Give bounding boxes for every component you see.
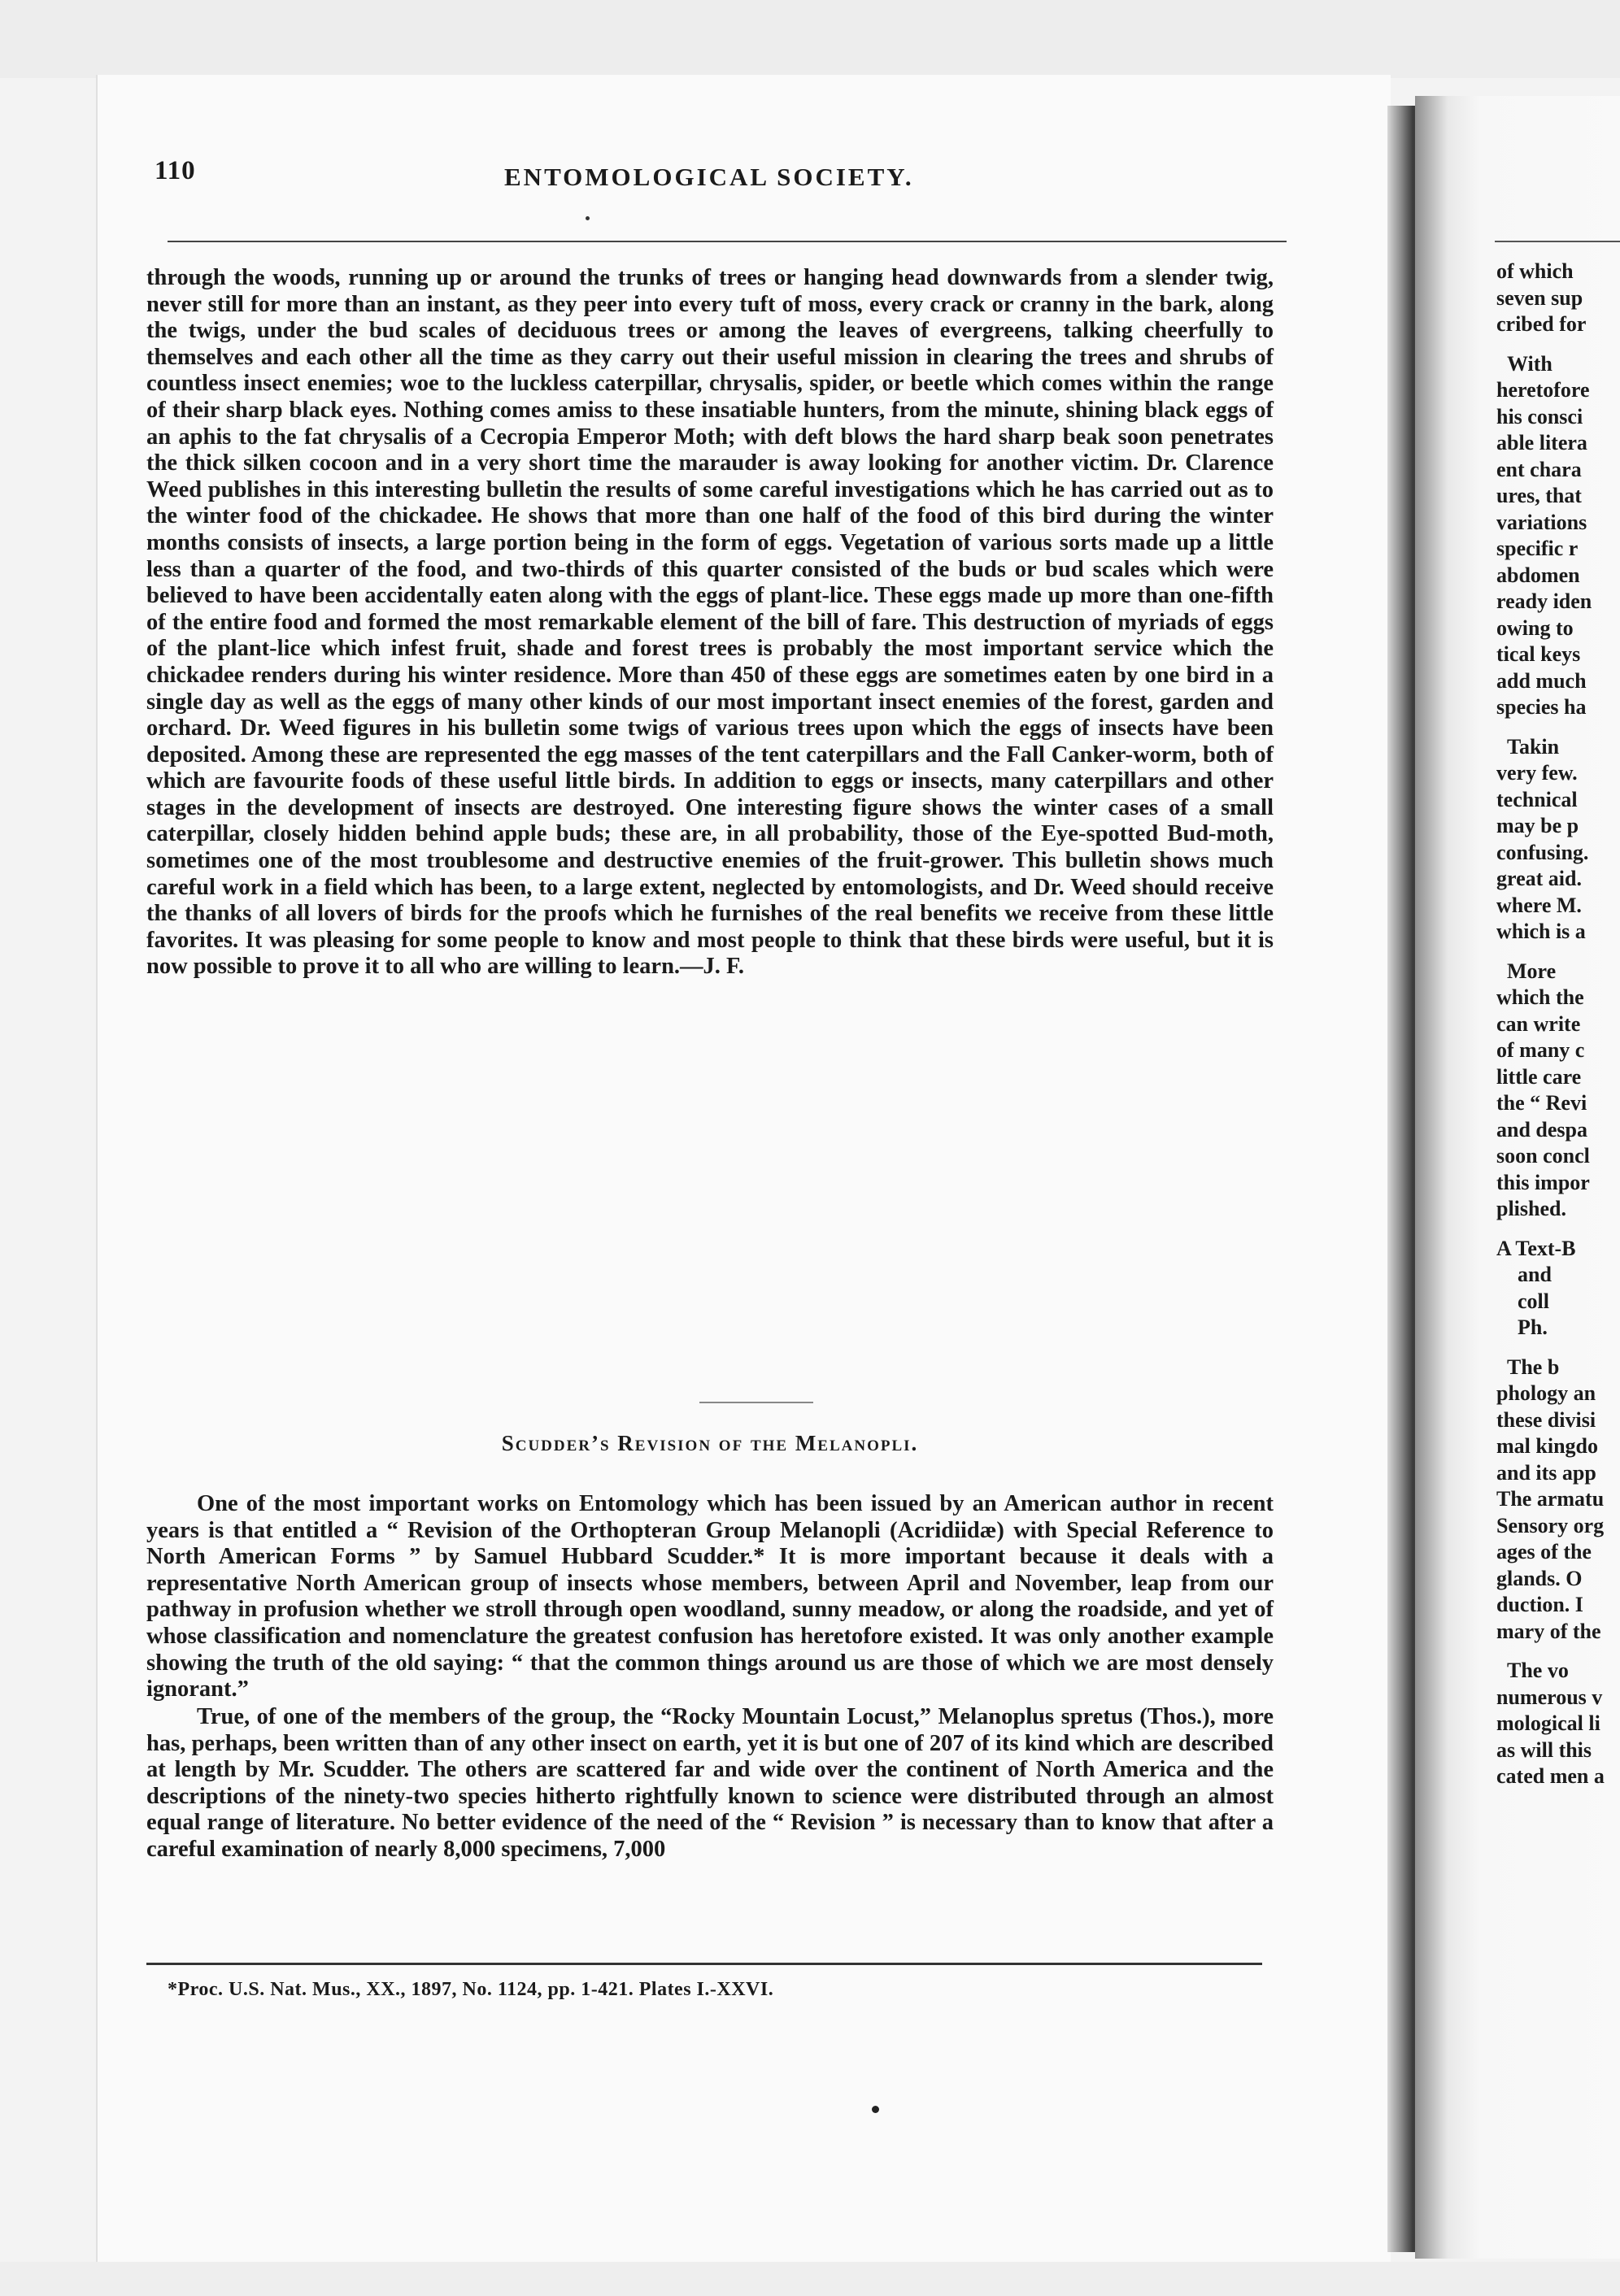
paragraph-rocky-mountain-locust: True, of one of the members of the group, the “Rocky Mountain Locust,” Melanoplus spretus (Thos.), more has, perhaps, been written than of any other insect on earth, yet it is but one of 207 of its kind which are described at length by Mr. Scudder. The others are scattered far and wide over the continent of North America and the descriptions of the ninety-two species hitherto rightfully known to science were distributed through an almost equal range of literature. No better evidence of the need of the “ Revision ” is necessary than to know that after a careful examination of nearly 8,000 specimens, 7,000 — [146, 1704, 1274, 1862]
right-page-line: ures, that — [1496, 484, 1582, 507]
right-page-line: ent chara — [1496, 457, 1582, 481]
running-head-title: ENTOMOLOGICAL SOCIETY. — [504, 163, 914, 191]
page-number: 110 — [155, 156, 196, 185]
right-page-line: great aid. — [1496, 867, 1582, 890]
right-page — [1415, 96, 1620, 2259]
right-page-line — [1496, 721, 1620, 734]
right-page-line: his consci — [1496, 404, 1583, 428]
print-speck — [586, 216, 590, 220]
right-page-line: which the — [1496, 985, 1584, 1009]
right-page-line: With — [1496, 351, 1552, 376]
right-page-line: may be p — [1496, 814, 1579, 837]
right-page-line: The armatu — [1496, 1487, 1605, 1511]
right-page-line: Ph. — [1496, 1315, 1548, 1339]
right-page-line: ready iden — [1496, 589, 1592, 613]
right-page-line: seven sup — [1496, 285, 1583, 310]
right-page-line: cribed for — [1496, 312, 1587, 336]
right-page-text-fragments — [1496, 259, 1620, 1790]
right-page-line — [1496, 338, 1620, 351]
right-page-line: and — [1496, 1263, 1552, 1286]
scan-background-top — [0, 0, 1620, 78]
right-page-line: of which — [1496, 259, 1574, 283]
right-page-line: and despa — [1496, 1117, 1587, 1141]
right-page-line: Sensory org — [1496, 1513, 1605, 1537]
paragraph-chickadee-review: through the woods, running up or around the trunks of trees or hanging head downwards from a slender twig, never still for more than an instant, as they peer into every tuft of moss, every crack or cranny in the bark, along the twigs, under the bud scales of deciduous trees or among the leaves of evergreens, talking cheerfully to themselves and each other all the time as they carry out their useful mission in clearing the trees and shrubs of countless insect enemies; woe to the luckless caterpillar, chrysalis, spider, or beetle which comes within the range of their sharp black eyes. Nothing comes amiss to these insatiable hunters, from the minute, shining black eggs of an aphis to the fat chrysalis of a Cecropia Emperor Moth; with deft blows the hard sharp beak soon penetrates the thick silken cocoon and in a very short time the marauder is away looking for another victim. Dr. Clarence Weed publishes in this interesting bulletin the results of some careful investigations which he has carried out as to the winter food of the chickadee. He shows that more than one half of the food of this bird during the winter months consists of insects, a large portion being in the form of eggs. Vegetation of various sorts made up a little less than a quarter of the food, and two-thirds of this quarter consisted of the buds or bud scales which were believed to have been accidentally eaten along with the eggs of plant-lice. These eggs made up more than one-fifth of the entire food and formed the most remarkable element of the bill of fare. This destruction of myriads of eggs of the plant-lice which infest fruit, shade and forest trees is probably the most important service which the chickadee renders during his winter residence. More than 450 of these eggs are sometimes eaten by one bird in a single day as well as the eggs of many other kinds of our most important insect enemies of the forest, garden and orchard. Dr. Weed figures in his bulletin some twigs of various trees upon which the eggs of insects have been deposited. Among these are represented the egg masses of the tent caterpillars and the Fall Canker-worm, both of which are favourite foods of these useful little birds. In addition to eggs or insects, many caterpillars and other stages in the development of insects are destroyed. One interesting figure shows the winter cases of a small caterpillar, closely hidden behind apple buds; these are, in all probability, those of the Eye-spotted Bud-moth, sometimes one of the most troublesome and destructive enemies of the fruit-grower. This bulletin shows much careful work in a field which has been, to a large extent, neglected by entomologists, and Dr. Weed should receive the thanks of all lovers of birds for the proofs which he furnishes of the real benefits we receive from these little favorites. It was pleasing for some people to know and most people to think that these birds were useful, but it is now possible to prove it to all who are willing to learn.—J. F. — [146, 265, 1274, 980]
right-page-line: coll — [1496, 1289, 1549, 1313]
footnote: *Proc. U.S. Nat. Mus., XX., 1897, No. 1124, pp. 1-421. Plates I.-XXVI. — [168, 1979, 774, 2000]
right-page-line: tical keys — [1496, 642, 1581, 666]
right-page-line: More — [1496, 959, 1557, 983]
right-page-line: which is a — [1496, 920, 1586, 943]
right-page-line: confusing. — [1496, 840, 1589, 864]
right-page-line: soon concl — [1496, 1144, 1590, 1168]
right-page-line: and its app — [1496, 1460, 1596, 1485]
right-page-line: ages of the — [1496, 1540, 1592, 1563]
right-page-line: mal kingdo — [1496, 1434, 1598, 1458]
right-page-line: species ha — [1496, 695, 1587, 719]
right-page-line: phology an — [1496, 1381, 1596, 1405]
section-separator-rule — [699, 1402, 813, 1403]
right-page-line — [1496, 1223, 1620, 1236]
paragraph-revision-intro: One of the most important works on Entomology which has been issued by an American author in recent years is that entitled a “ Revision of the Orthopteran Group Melanopli (Acridiidæ) with Special Reference to North American Forms ” by Samuel Hubbard Scudder.* It is more important because it deals with a representative North American group of insects whose members, between April and November, leap from our pathway in profusion whether we stroll through open woodland, sunny meadow, or along the roadside, and yet of whose classification and nomenclature the greatest confusion has heretofore existed. It was only another example showing the truth of the old saying: “ that the common things around us are those of which we are most densely ignorant.” — [146, 1491, 1274, 1702]
section-heading: Scudder’s Revision of the Melanopli. — [501, 1431, 919, 1455]
right-page-line: little care — [1496, 1064, 1582, 1089]
right-page-line: able litera — [1496, 431, 1587, 454]
print-speck — [872, 2106, 879, 2113]
right-page-line: technical — [1496, 787, 1578, 811]
right-page-line — [1496, 946, 1620, 959]
right-page-line: owing to — [1496, 615, 1574, 640]
right-page-line: this impor — [1496, 1170, 1590, 1194]
right-page-line: variations — [1496, 510, 1587, 534]
right-page-line: plished. — [1496, 1197, 1566, 1220]
right-page-line: mological li — [1496, 1711, 1600, 1735]
right-page-line: heretofore — [1496, 378, 1590, 402]
right-page-line: of many c — [1496, 1038, 1585, 1062]
right-page-line: Takin — [1496, 734, 1560, 759]
right-page-line: very few. — [1496, 761, 1578, 785]
scan-background-bottom — [0, 2262, 1620, 2296]
right-page-line — [1496, 1342, 1620, 1355]
right-page-line: numerous v — [1496, 1685, 1603, 1709]
right-page-head-rule — [1495, 241, 1620, 242]
right-page-line: abdomen — [1496, 563, 1580, 587]
right-page-line: can write — [1496, 1011, 1581, 1036]
right-page-line: A Text-B — [1496, 1236, 1576, 1260]
right-page-line: specific r — [1496, 537, 1579, 560]
right-page-line: glands. O — [1496, 1566, 1583, 1590]
right-page-line: as will this — [1496, 1737, 1592, 1762]
right-page-line: mary of the — [1496, 1619, 1601, 1643]
right-page-line: where M. — [1496, 893, 1582, 917]
right-page-line: cated men a — [1496, 1764, 1605, 1788]
right-page-line: duction. I — [1496, 1593, 1583, 1616]
right-page-line — [1496, 1645, 1620, 1658]
right-page-line: The vo — [1496, 1659, 1569, 1682]
right-page-line: The b — [1496, 1355, 1560, 1379]
right-page-line: the “ Revi — [1496, 1091, 1587, 1115]
right-page-line: add much — [1496, 668, 1587, 693]
right-page-line: these divisi — [1496, 1407, 1596, 1432]
header-rule — [168, 241, 1287, 242]
footnote-rule — [146, 1963, 1262, 1965]
